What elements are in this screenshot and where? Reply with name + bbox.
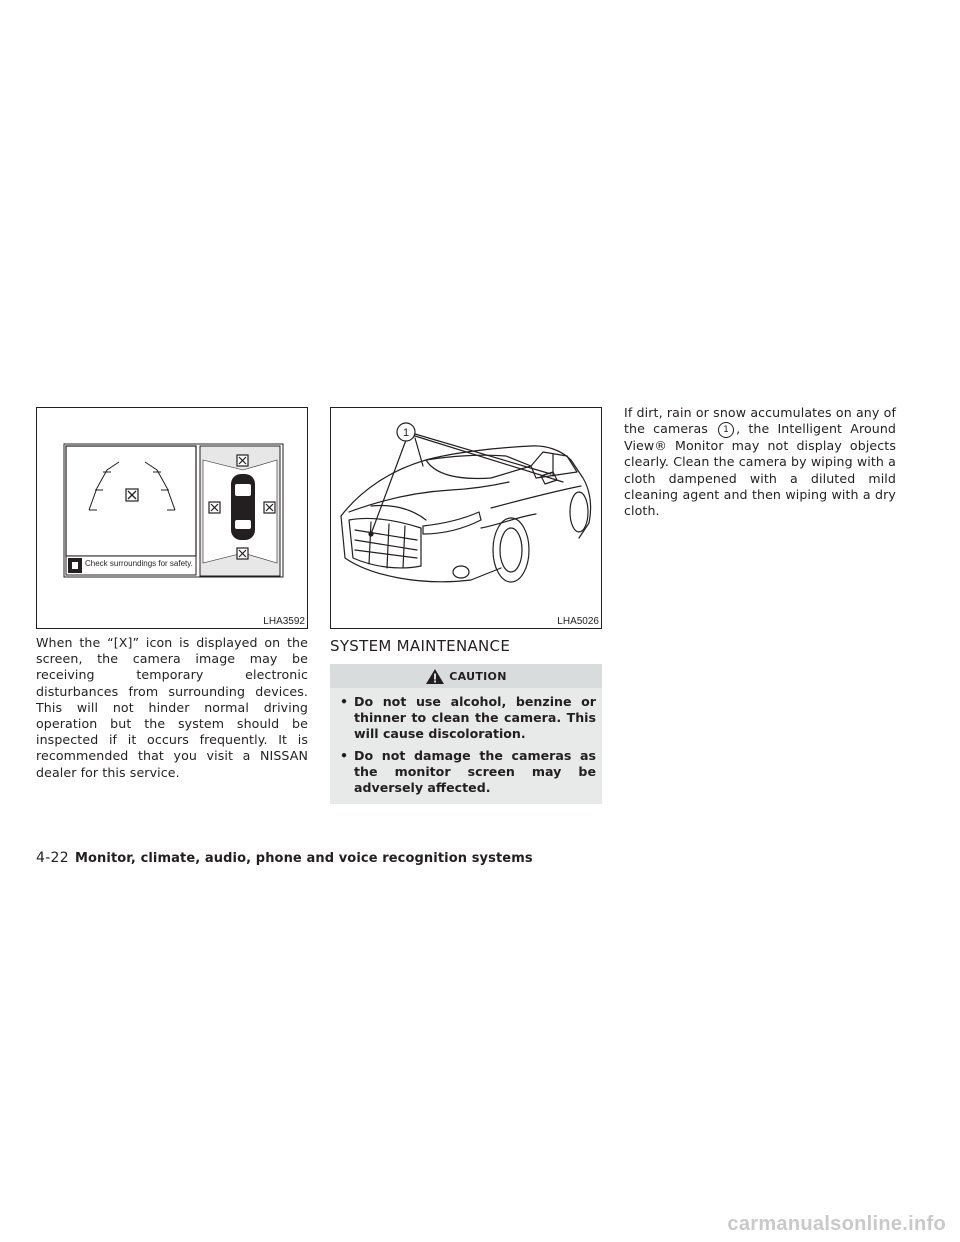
page-number: 4-22 (36, 850, 69, 866)
vehicle-illustration (331, 408, 601, 618)
right-paragraph (624, 405, 896, 519)
warning-icon (425, 668, 445, 685)
left-paragraph: When the “[X]” icon is displayed on the screen, the camera image may be receiving temporary electronic disturbances from surrounding devices. This will not hinder normal driving operation but the system should be inspected if it occurs frequently. It is recommended that you visit a NISSAN dealer for this service. (36, 635, 308, 780)
bullet: • (340, 694, 349, 709)
caution-item-text: Do not damage the cameras as the monitor screen may be adversely affected. (354, 748, 596, 795)
right-paragraph-part2: , the Intelligent Around View® Monitor may not display objects clearly. Clean the camera by wiping with a cloth dampened with a diluted mild cleaning agent and then wiping with a dry cloth. (624, 421, 897, 519)
caution-title: CAUTION (449, 669, 507, 683)
caution-header (330, 664, 602, 688)
caution-item-text: Do not use alcohol, benzine or thinner to clean the camera. This will cause discoloration. (354, 694, 596, 741)
caution-box (330, 664, 602, 804)
section-heading: SYSTEM MAINTENANCE (330, 637, 511, 655)
caution-item (336, 748, 596, 796)
figure-label: LHA3592 (263, 616, 305, 627)
caution-item (336, 694, 596, 742)
page-footer (36, 850, 533, 866)
figure-vehicle-cameras (330, 407, 602, 629)
bullet: • (340, 748, 349, 763)
camera-error-x-icon (126, 489, 138, 501)
car-top-icon (231, 474, 255, 540)
right-paragraph-part1: If dirt, rain or snow accumulates on any of the cameras (624, 405, 896, 437)
camera-callout-icon: 1 (718, 422, 734, 438)
callout-number: 1 (402, 427, 410, 439)
watermark[interactable]: carmanualsonline.info (727, 1213, 946, 1235)
section-title: Monitor, climate, audio, phone and voice recognition systems (74, 851, 533, 866)
figure-camera-display (36, 407, 308, 629)
camera-display-illustration (37, 408, 307, 613)
figure-label: LHA5026 (557, 616, 599, 627)
caution-body (330, 688, 602, 804)
screen-message: Check surroundings for safety. (85, 559, 193, 568)
